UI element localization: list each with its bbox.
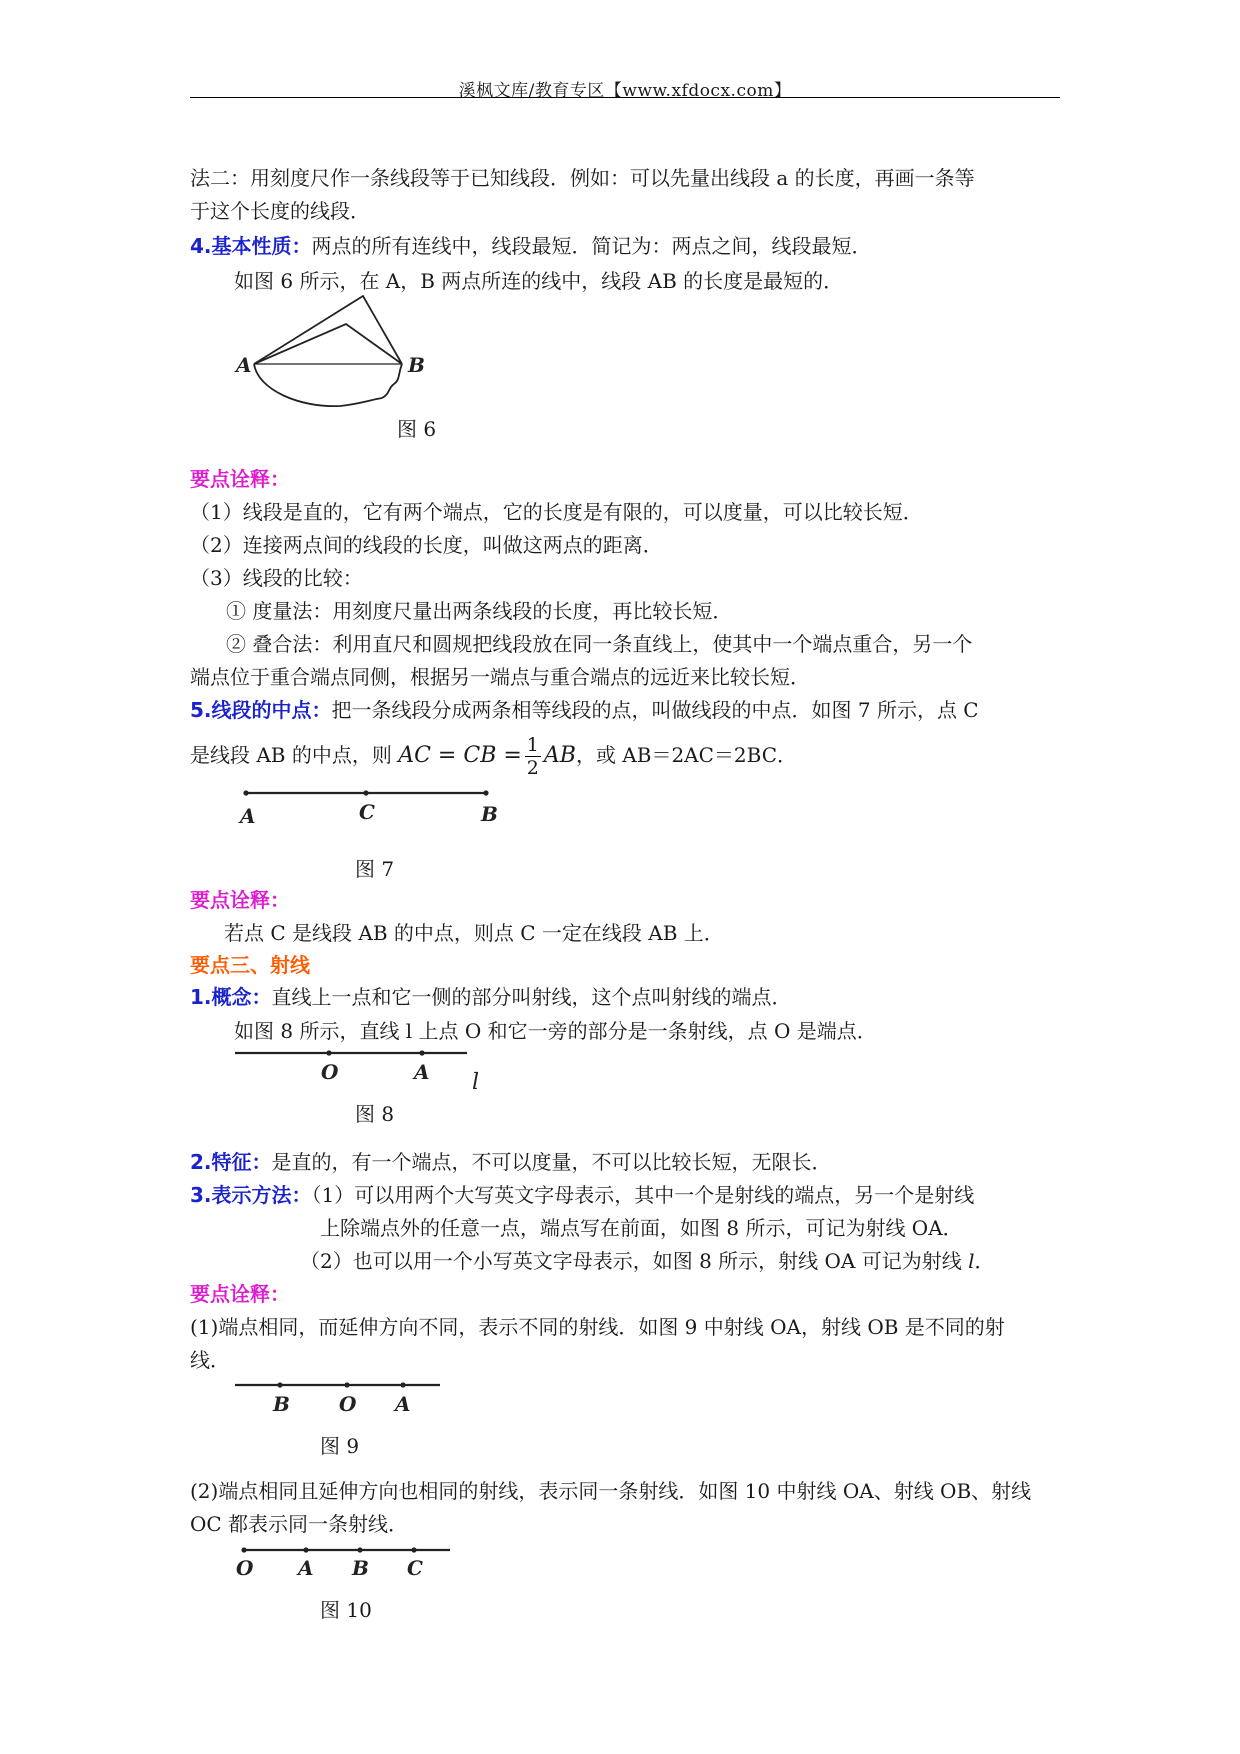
fig8-caption: 图 8: [355, 1102, 395, 1126]
features-heading: 2.特征：: [190, 1150, 272, 1174]
notation-item2-var: l: [968, 1249, 975, 1273]
midpoint-fraction: [525, 734, 541, 779]
section3-heading: 要点三、射线: [190, 953, 310, 977]
fig10-point-o: [241, 1547, 246, 1552]
concept-example: 如图 8 所示，直线 l 上点 O 和它一旁的部分是一条射线，点 O 是端点．: [234, 1019, 877, 1043]
fig7-label-a: A: [240, 804, 256, 828]
midpoint-formula-left: AC = CB =: [398, 743, 522, 768]
notes1-item3: （3）线段的比较：: [190, 566, 363, 590]
notes1-item3a: ① 度量法：用刻度尺量出两条线段的长度，再比较长短．: [226, 599, 733, 623]
midpoint-text1: 把一条线段分成两条相等线段的点，叫做线段的中点．如图 7 所示，点 C: [331, 698, 979, 722]
fig8-label-a: A: [414, 1060, 430, 1084]
basic-property-paragraph: [190, 231, 872, 261]
fig9-point-b: [277, 1382, 282, 1387]
fig7-point-a: [243, 790, 248, 795]
fig10-label-c: C: [407, 1556, 423, 1580]
figure-6: [230, 290, 430, 420]
midpoint-paragraph: [190, 695, 979, 725]
fig6-caption: 图 6: [397, 417, 437, 441]
fig6-middle-polyline: [254, 324, 402, 364]
notation-item2-post: ．: [974, 1249, 995, 1273]
notation-item1-line2: 上除端点外的任意一点，端点写在前面，如图 8 所示，可记为射线 OA．: [320, 1216, 963, 1240]
notes1-item2: （2）连接两点间的线段的长度，叫做这两点的距离．: [190, 533, 663, 557]
figure-9: [235, 1378, 455, 1428]
figure-7: [238, 785, 498, 835]
figure-10: [236, 1543, 470, 1593]
fig7-label-b: B: [481, 802, 498, 826]
basic-property-heading: 4.基本性质：: [190, 234, 312, 258]
notation-item2: [300, 1246, 994, 1276]
notes1-item3b-line1: ② 叠合法：利用直尺和圆规把线段放在同一条直线上，使其中一个端点重合，另一个: [226, 632, 973, 656]
fig9-label-a: A: [395, 1392, 411, 1416]
header-rule: [190, 97, 1060, 98]
notes2-heading: 要点诠释：: [190, 888, 290, 912]
notes3-heading: 要点诠释：: [190, 1282, 290, 1306]
fig8-label-l: l: [472, 1070, 480, 1095]
notation-paragraph: [190, 1180, 974, 1210]
fig10-point-a: [303, 1547, 308, 1552]
fig10-caption: 图 10: [320, 1598, 372, 1622]
fig7-label-c: C: [359, 800, 375, 824]
concept-heading: 1.概念：: [190, 985, 272, 1009]
fig9-label-o: O: [339, 1392, 357, 1416]
notes1-heading: 要点诠释：: [190, 467, 290, 491]
midpoint-text2-pre: 是线段 AB 的中点，则: [190, 743, 399, 767]
midpoint-text2-post: ，或 AB＝2AC＝2BC．: [575, 743, 798, 767]
fig9-point-o: [344, 1382, 349, 1387]
notes3-item1-line2: 线．: [190, 1348, 230, 1372]
notes3-item2-line2: OC 都表示同一条射线．: [190, 1512, 409, 1536]
basic-property-text: 两点的所有连线中，线段最短．简记为：两点之间，线段最短．: [311, 234, 872, 258]
fig6-label-a: A: [236, 353, 252, 377]
notes3-item1-line1: (1)端点相同，而延伸方向不同，表示不同的射线．如图 9 中射线 OA，射线 OB 是不同的射: [190, 1315, 1005, 1339]
features-text: 是直的，有一个端点，不可以度量，不可以比较长短，无限长．: [271, 1150, 832, 1174]
page-header: 溪枫文库/教育专区【www.xfdocx.com】: [458, 81, 792, 101]
midpoint-formula-line: [190, 728, 797, 783]
fraction-denominator: 2: [526, 757, 539, 779]
midpoint-heading: 5.线段的中点：: [190, 698, 332, 722]
fig8-point-a: [419, 1050, 424, 1055]
features-paragraph: [190, 1147, 832, 1177]
fig9-point-a: [400, 1382, 405, 1387]
fig10-point-c: [411, 1547, 416, 1552]
fig10-point-b: [357, 1547, 362, 1552]
method2-line1: 法二：用刻度尺作一条线段等于已知线段．例如：可以先量出线段 a 的长度，再画一条等: [190, 166, 975, 190]
fraction-numerator: 1: [526, 734, 539, 756]
notation-item2-pre: （2）也可以用一个小写英文字母表示，如图 8 所示，射线 OA 可记为射线: [300, 1249, 969, 1273]
notation-item1-line1: （1）可以用两个大写英文字母表示，其中一个是射线的端点，另一个是射线: [311, 1183, 975, 1207]
basic-property-example: 如图 6 所示，在 A，B 两点所连的线中，线段 AB 的长度是最短的．: [234, 269, 844, 293]
midpoint-formula-right: AB: [543, 743, 576, 768]
fig10-label-b: B: [352, 1556, 369, 1580]
fig8-label-o: O: [321, 1060, 339, 1084]
fig7-caption: 图 7: [355, 857, 395, 881]
notes3-item2-line1: (2)端点相同且延伸方向也相同的射线，表示同一条射线．如图 10 中射线 OA、射线 OB、射线: [190, 1479, 1032, 1503]
fig10-label-o: O: [236, 1556, 254, 1580]
fig7-point-c: [363, 790, 368, 795]
notes2-text: 若点 C 是线段 AB 的中点，则点 C 一定在线段 AB 上．: [224, 921, 724, 945]
fig8-point-o: [326, 1050, 331, 1055]
fig9-caption: 图 9: [320, 1434, 360, 1458]
fig7-point-b: [483, 790, 488, 795]
fig10-label-a: A: [298, 1556, 314, 1580]
fig6-label-b: B: [408, 353, 425, 377]
concept-paragraph: [190, 982, 792, 1012]
fig9-label-b: B: [273, 1392, 290, 1416]
fig6-wavy-curve: [254, 364, 402, 406]
notes1-item3b-line2: 端点位于重合端点同侧，根据另一端点与重合端点的远近来比较长短．: [190, 665, 810, 689]
concept-text: 直线上一点和它一侧的部分叫射线，这个点叫射线的端点．: [271, 985, 792, 1009]
notes1-item1: （1）线段是直的，它有两个端点，它的长度是有限的，可以度量，可以比较长短．: [190, 500, 923, 524]
notation-heading: 3.表示方法：: [190, 1183, 312, 1207]
method2-line2: 于这个长度的线段．: [190, 199, 370, 223]
